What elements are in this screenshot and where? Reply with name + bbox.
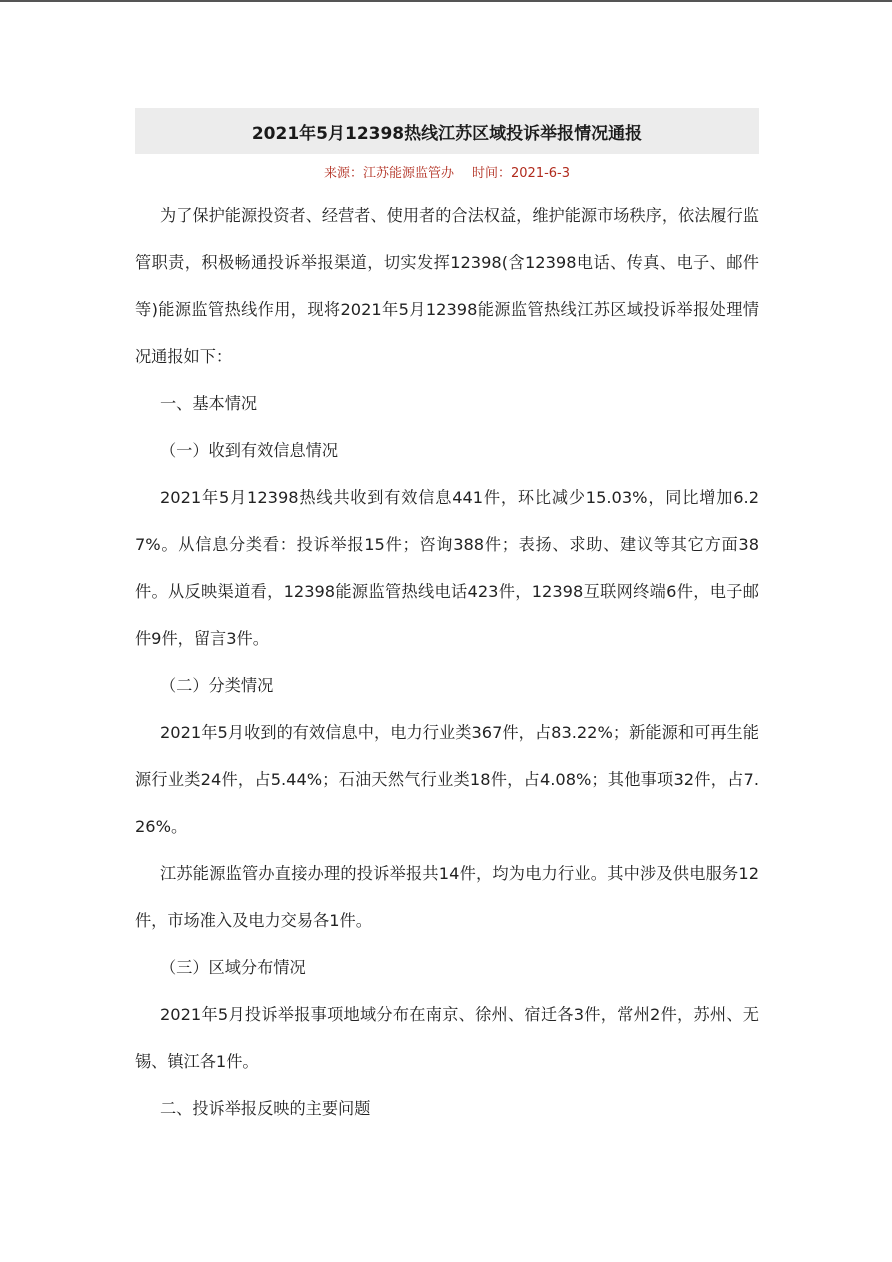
section-heading-main-issues: 二、投诉举报反映的主要问题: [160, 1099, 371, 1118]
section-heading-basic: 一、基本情况: [160, 394, 258, 413]
document-page: [135, 108, 759, 1132]
subsection-heading-region: （三）区域分布情况: [160, 958, 306, 977]
region-paragraph: 2021年5月投诉举报事项地域分布在南京、徐州、宿迁各3件，常州2件，苏州、无锡、镇江各1件。: [135, 1005, 759, 1071]
document-body: [135, 192, 759, 1132]
classification-paragraph: 2021年5月收到的有效信息中，电力行业类367件，占83.22%；新能源和可再生能源行业类24件，占5.44%；石油天然气行业类18件，占4.08%；其他事项32件，占7.26%。: [135, 723, 759, 836]
intro-paragraph: 为了保护能源投资者、经营者、使用者的合法权益，维护能源市场秩序，依法履行监管职责，积极畅通投诉举报渠道，切实发挥12398(含12398电话、传真、电子、邮件等)能源监管热线作用，现将2021年5月12398能源监管热线江苏区域投诉举报处理情况通报如下：: [135, 206, 759, 366]
subsection-heading-received: （一）收到有效信息情况: [160, 441, 339, 460]
direct-handling-paragraph: 江苏能源监管办直接办理的投诉举报共14件，均为电力行业。其中涉及供电服务12件，市场准入及电力交易各1件。: [135, 864, 759, 930]
source-label: 来源：江苏能源监管办: [323, 166, 454, 181]
top-border-line: [0, 0, 892, 2]
time-label: 时间：2021-6-3: [472, 166, 571, 181]
document-title: 2021年5月12398热线江苏区域投诉举报情况通报: [135, 108, 759, 154]
subsection-heading-classification: （二）分类情况: [160, 676, 274, 695]
document-meta: [135, 164, 759, 184]
received-paragraph: 2021年5月12398热线共收到有效信息441件，环比减少15.03%，同比增加6.27%。从信息分类看：投诉举报15件；咨询388件；表扬、求助、建议等其它方面38件。从反映渠道看，12398能源监管热线电话423件，12398互联网终端6件，电子邮件9件，留言3件。: [135, 488, 759, 648]
